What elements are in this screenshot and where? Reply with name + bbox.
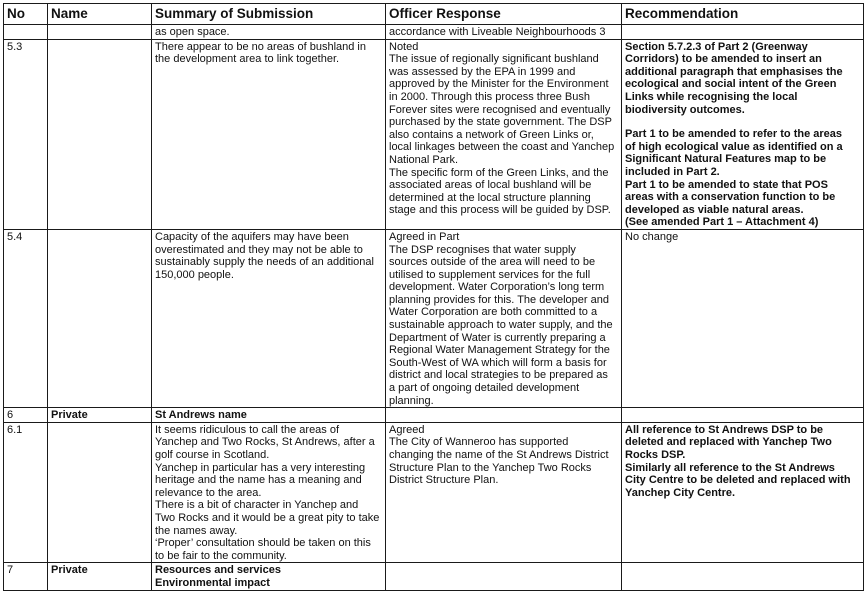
table-row	[4, 25, 864, 40]
text-line: Rocks DSP.	[625, 449, 686, 461]
text-line: Department of Water is currently preparing a	[389, 331, 606, 344]
header-row	[4, 4, 864, 25]
text-line: Agreed	[389, 423, 425, 436]
cell-no: 6.1	[4, 422, 48, 563]
table-row	[4, 408, 864, 423]
text-line: Corridors) to be amended to insert an	[625, 53, 822, 66]
text-line: in 2000. Through this process three Bush	[389, 90, 590, 103]
table-row	[4, 422, 864, 563]
cell-recommendation	[622, 39, 864, 229]
header-name: Name	[48, 4, 152, 25]
text-line: as open space.	[155, 26, 230, 38]
text-line: sources outside of the area will need to be	[389, 256, 596, 269]
table-row	[4, 39, 864, 229]
table-row	[4, 563, 864, 590]
text-line: Noted	[389, 40, 419, 53]
text-line: approved by the Minister for the Environment	[389, 78, 609, 91]
cell-name	[48, 229, 152, 407]
text-line: Two Rocks and it would be a great pity to take	[155, 511, 380, 524]
text-line: (See amended Part 1 – Attachment 4)	[625, 216, 819, 229]
text-line: golf course in Scotland.	[155, 449, 270, 461]
text-line: biodiversity outcomes.	[625, 103, 745, 116]
text-line: additional paragraph that emphasises the	[625, 65, 843, 78]
table-row	[4, 229, 864, 407]
text-line: included in Part 2.	[625, 165, 720, 178]
text-line: of high ecological value as identified on a	[625, 140, 843, 153]
text-line: St Andrews name	[155, 409, 247, 422]
cell-response	[386, 408, 622, 423]
text-line: the names away.	[155, 524, 238, 537]
text-line: Forever sites were recognised and eventually	[389, 103, 611, 116]
text-line: Significant Natural Features map to be	[625, 153, 827, 166]
cell-response	[386, 229, 622, 407]
text-line: Section 5.7.2.3 of Part 2 (Greenway	[625, 40, 808, 53]
text-line: South-West of WA which will form a basis for	[389, 356, 607, 369]
text-line: developed as viable natural areas.	[625, 203, 804, 216]
cell-no: 5.4	[4, 229, 48, 407]
cell-name: Private	[48, 563, 152, 590]
text-line: deleted and replaced with Yanchep Two	[625, 436, 832, 449]
text-line: ecological and social intent of the Green	[625, 78, 837, 91]
cell-response	[386, 563, 622, 590]
text-line: City Centre to be deleted and replaced with	[625, 474, 851, 487]
text-line: 150,000 people.	[155, 268, 234, 281]
text-line: Regional Water Management Strategy for the	[389, 344, 610, 357]
cell-no: 5.3	[4, 39, 48, 229]
text-line: changing the name of the St Andrews District	[389, 449, 609, 461]
cell-no	[4, 25, 48, 40]
header-response: Officer Response	[386, 4, 622, 25]
cell-recommendation	[622, 229, 864, 407]
text-line: There is a bit of character in Yanchep and	[155, 499, 359, 512]
text-line: district and local strategies to be prepared as	[389, 369, 608, 382]
text-line: Yanchep and Two Rocks, St Andrews, after a	[155, 436, 375, 449]
text-line: Part 1 to be amended to refer to the areas	[625, 128, 843, 141]
cell-name	[48, 422, 152, 563]
text-line: utilised to supplement services for the full	[389, 268, 591, 281]
cell-recommendation	[622, 563, 864, 590]
paragraph-gap	[625, 116, 860, 128]
cell-no: 7	[4, 563, 48, 590]
cell-summary	[152, 563, 386, 590]
text-line: local linkages between the coast and Yanchep	[389, 141, 615, 154]
cell-summary	[152, 25, 386, 40]
text-line: planning.	[389, 394, 434, 407]
text-line: There appear to be no areas of bushland in	[155, 40, 366, 53]
text-line: purchased by the state government. The DSP	[389, 116, 612, 129]
text-line: The issue of regionally significant bushland	[389, 53, 599, 66]
text-line: Similarly all reference to the St Andrews	[625, 461, 835, 474]
text-line: stage and this process will be guided by DSP.	[389, 204, 611, 217]
cell-response	[386, 25, 622, 40]
text-line: The DSP recognises that water supply	[389, 243, 576, 256]
text-line: Structure Plan to the Yanchep Two Rocks	[389, 461, 592, 474]
text-line: Environmental impact	[155, 576, 270, 589]
cell-summary	[152, 39, 386, 229]
cell-response	[386, 422, 622, 563]
cell-summary	[152, 422, 386, 563]
cell-name: Private	[48, 408, 152, 423]
text-line: Yanchep City Centre.	[625, 486, 736, 499]
text-line: sustainable approach to water supply, and the	[389, 319, 613, 332]
text-line: Capacity of the aquifers may have been	[155, 230, 349, 243]
text-line: It seems ridiculous to call the areas of	[155, 423, 340, 436]
text-line: heritage and the name has a meaning and	[155, 474, 362, 487]
text-line: Water Corporation are both committed to a	[389, 306, 598, 319]
cell-summary	[152, 408, 386, 423]
text-line: District Structure Plan.	[389, 474, 499, 487]
text-line: Resources and services	[155, 564, 281, 577]
text-line: National Park.	[389, 153, 459, 166]
header-recommendation: Recommendation	[622, 4, 864, 25]
text-line: overestimated and they may not be able to	[155, 243, 363, 256]
header-summary: Summary of Submission	[152, 4, 386, 25]
text-line: accordance with Liveable Neighbourhoods 3	[389, 26, 606, 38]
text-line: ‘Proper’ consultation should be taken on this	[155, 537, 371, 550]
text-line: relevance to the area.	[155, 486, 262, 499]
text-line: All reference to St Andrews DSP to be	[625, 423, 824, 436]
text-line: areas with a conservation function to be	[625, 191, 836, 204]
cell-recommendation	[622, 25, 864, 40]
text-line: also contains a network of Green Links or,	[389, 128, 594, 141]
text-line: a part of ongoing detailed development	[389, 382, 580, 395]
cell-no: 6	[4, 408, 48, 423]
text-line: sustainably supply the needs of an additional	[155, 256, 374, 269]
cell-recommendation	[622, 408, 864, 423]
cell-summary	[152, 229, 386, 407]
text-line: was assessed by the EPA in 1999 and	[389, 65, 576, 78]
text-line: The specific form of the Green Links, and the	[389, 166, 609, 179]
text-line: to be fair to the community.	[155, 549, 287, 562]
cell-recommendation	[622, 422, 864, 563]
text-line: the development area to link together.	[155, 53, 340, 66]
cell-response	[386, 39, 622, 229]
text-line: Links while recognising the local	[625, 90, 798, 103]
cell-name	[48, 39, 152, 229]
text-line: No change	[625, 230, 679, 243]
cell-name	[48, 25, 152, 40]
text-line: associated areas of local bushland will be	[389, 179, 592, 192]
text-line: planning provides for this. The developer and	[389, 293, 609, 306]
text-line: Yanchep in particular has a very interesting	[155, 461, 366, 474]
header-no: No	[4, 4, 48, 25]
text-line: Agreed in Part	[389, 230, 460, 243]
text-line: Part 1 to be amended to state that POS	[625, 178, 828, 191]
submissions-table	[3, 3, 864, 591]
text-line: development. Water Corporation’s long term	[389, 281, 605, 294]
text-line: determined at the local structure planning	[389, 191, 591, 204]
text-line: The City of Wanneroo has supported	[389, 436, 569, 449]
